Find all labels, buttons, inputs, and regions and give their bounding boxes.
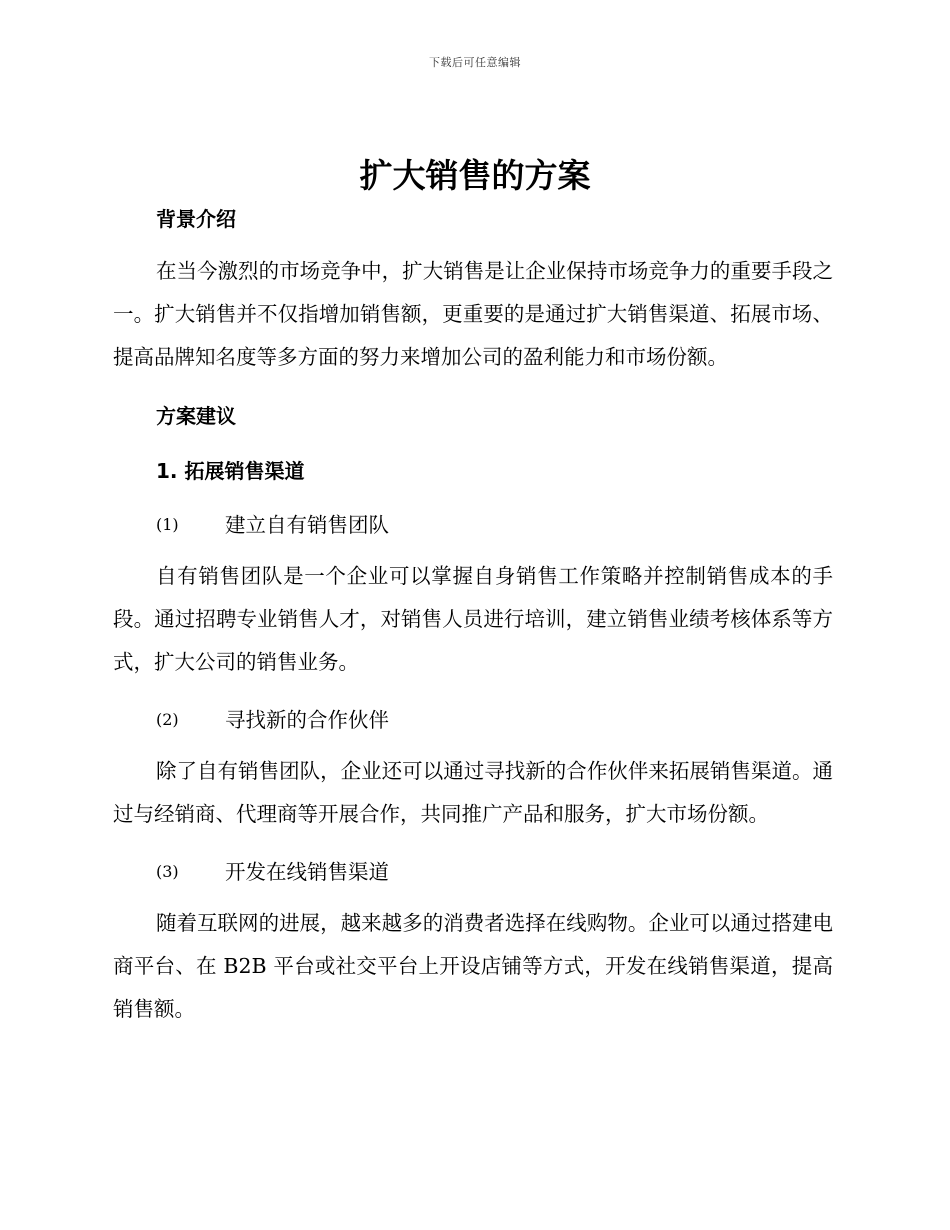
list-item-1: [113, 510, 833, 540]
list-item-paragraph: 随着互联网的进展，越来越多的消费者选择在线购物。企业可以通过搭建电商平台、在 B2B 平台或社交平台上开设店铺等方式，开发在线销售渠道，提高销售额。: [113, 911, 833, 1021]
subsection-heading-channels: 1. 拓展销售渠道: [156, 459, 305, 483]
list-item-paragraph: 自有销售团队是一个企业可以掌握自身销售工作策略并控制销售成本的手段。通过招聘专业销售人才，对销售人员进行培训，建立销售业绩考核体系等方式，扩大公司的销售业务。: [113, 564, 833, 674]
document-body: [113, 196, 833, 1031]
list-item-label: 开发在线销售渠道: [225, 860, 389, 884]
list-item-label: 寻找新的合作伙伴: [225, 708, 389, 732]
document-title: 扩大销售的方案: [359, 156, 591, 195]
list-item-2: [113, 705, 833, 735]
list-item-paragraph: 除了自有销售团队，企业还可以通过寻找新的合作伙伴来拓展销售渠道。通过与经销商、代理商等开展合作，共同推广产品和服务，扩大市场份额。: [113, 759, 833, 826]
section-heading-proposal: 方案建议: [156, 404, 236, 428]
list-item-3: [113, 857, 833, 887]
list-item-number: (3): [156, 862, 179, 881]
section-heading-background: 背景介绍: [156, 207, 236, 231]
list-item-label: 建立自有销售团队: [225, 513, 389, 537]
list-item-number: (1): [156, 515, 179, 534]
list-item-number: (2): [156, 710, 179, 729]
page-header-note: 下载后可任意编辑: [429, 56, 521, 69]
background-paragraph: 在当今激烈的市场竞争中，扩大销售是让企业保持市场竞争力的重要手段之一。扩大销售并不仅指增加销售额，更重要的是通过扩大销售渠道、拓展市场、提高品牌知名度等多方面的努力来增加公司的盈利能力和市场份额。: [113, 259, 833, 369]
